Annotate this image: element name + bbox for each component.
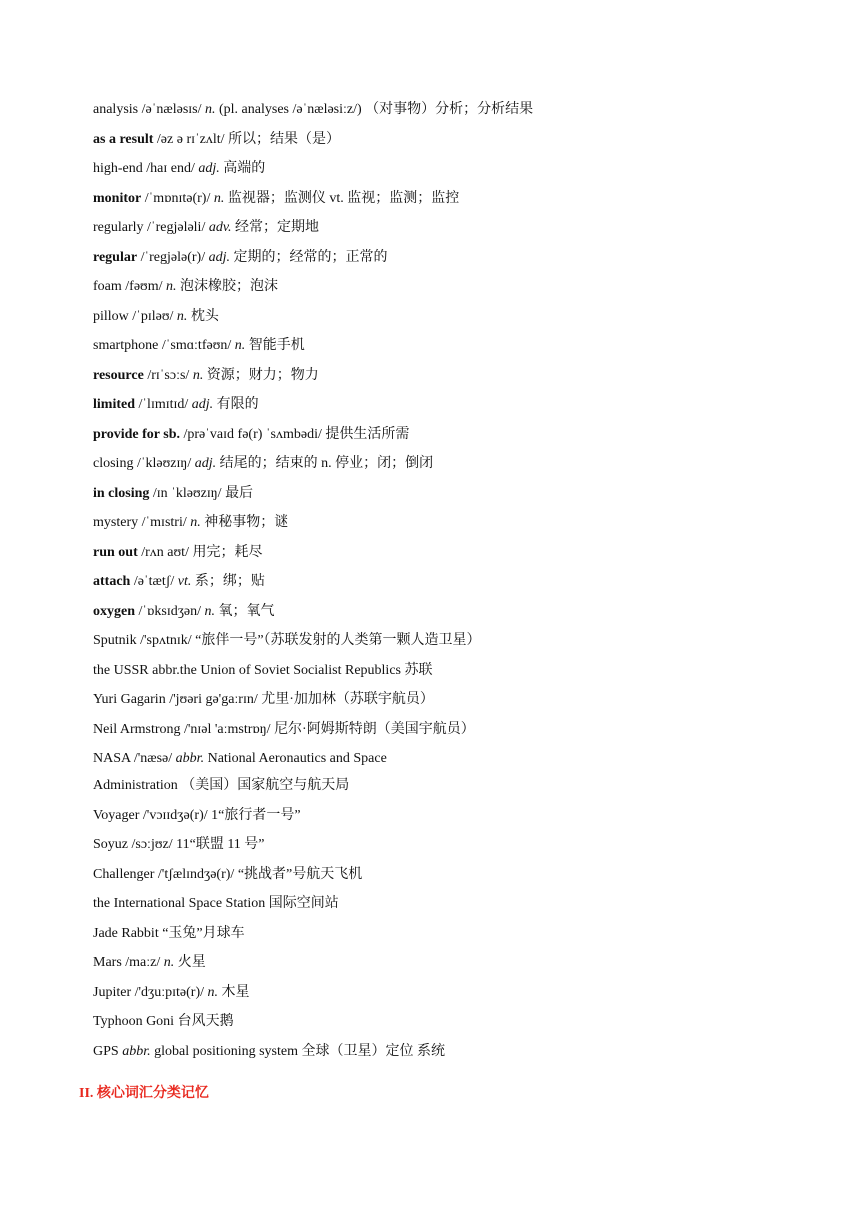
- phonetic: /ˈɒksɪdʒən/: [135, 603, 205, 619]
- headword: GPS: [93, 1043, 119, 1059]
- meaning: (pl. analyses /əˈnæləsiːz/) （对事物）分析；分析结果: [215, 102, 534, 117]
- phonetic: /ˈmɪstri/: [138, 515, 191, 530]
- meaning: 提供生活所需: [325, 426, 410, 442]
- vocab-entry: [93, 514, 813, 532]
- meaning: 用完；耗尽: [192, 544, 263, 560]
- headword: in closing: [93, 485, 150, 501]
- part-of-speech: adj.: [194, 456, 217, 471]
- vocab-entry: [93, 396, 813, 414]
- headword: oxygen: [93, 603, 135, 619]
- vocab-entry: [93, 219, 813, 237]
- phonetic: /əˈtætʃ/: [130, 574, 178, 589]
- headword: Yuri Gagarin: [93, 692, 166, 707]
- part-of-speech: n.: [204, 603, 216, 619]
- phonetic: /ˈmɒnɪtə(r)/: [141, 190, 214, 206]
- phonetic: /ˈregjələli/: [143, 220, 209, 235]
- phonetic: /ˈlɪmɪtɪd/: [135, 397, 192, 412]
- vocab-entry: [93, 603, 813, 621]
- vocab-entry: [93, 954, 813, 972]
- vocab-entry: [93, 1013, 813, 1031]
- vocab-entry: [93, 131, 813, 149]
- headword: limited: [93, 397, 135, 412]
- headword: the USSR: [93, 662, 149, 678]
- meaning: 定期的；经常的；正常的: [229, 249, 388, 265]
- headword: attach: [93, 574, 131, 589]
- part-of-speech: adj.: [208, 249, 230, 265]
- meaning: 氧；氧气: [215, 603, 275, 619]
- phonetic: /maːz/: [121, 955, 164, 970]
- phonetic: /fəʊm/: [121, 279, 166, 294]
- phonetic: /əˈnæləsɪs/: [138, 102, 205, 117]
- headword: Neil Armstrong: [93, 721, 181, 737]
- headword: run out: [93, 544, 138, 560]
- meaning: “挑战者”号航天飞机: [237, 866, 363, 882]
- phonetic: /sɔːjʊz/: [128, 837, 177, 852]
- meaning: 11“联盟 11 号”: [176, 837, 265, 852]
- vocab-entry: [93, 337, 813, 355]
- meaning: 枕头: [187, 308, 219, 324]
- meaning: 木星: [218, 984, 250, 1000]
- headword: smartphone: [93, 338, 159, 353]
- phonetic: /ɪn ˈkləʊzɪŋ/: [149, 485, 226, 501]
- part-of-speech: n.: [190, 515, 201, 530]
- phonetic: /'tʃælɪndʒə(r)/: [154, 866, 238, 882]
- meaning: 资源；财力；物力: [203, 367, 319, 383]
- meaning: 台风天鹅: [177, 1014, 234, 1029]
- part-of-speech: n.: [163, 955, 175, 970]
- section-heading: II. 核心词汇分类记忆: [79, 1086, 209, 1101]
- part-of-speech: abbr.: [122, 1043, 151, 1059]
- phonetic: /'vɔɪɪdʒə(r)/: [139, 807, 212, 823]
- headword: Voyager: [93, 807, 140, 823]
- vocab-entry: [93, 662, 813, 680]
- vocab-entry: [93, 750, 813, 768]
- headword: the International Space Station: [93, 896, 266, 911]
- meaning: 1“旅行者一号”: [211, 807, 301, 823]
- part-of-speech: n.: [192, 367, 204, 383]
- headword: Mars: [93, 955, 122, 970]
- vocab-entry: [93, 925, 813, 943]
- headword: resource: [93, 367, 144, 383]
- meaning: 结尾的；结束的 n. 停业；闭；倒闭: [216, 456, 434, 471]
- vocab-entry: [93, 691, 813, 709]
- headword: Typhoon Goni: [93, 1014, 175, 1029]
- headword: analysis: [93, 102, 139, 117]
- headword: foam: [93, 279, 122, 294]
- phonetic: /'jʊəri gə'gaːrɪn/: [165, 692, 262, 707]
- meaning: 经常；定期地: [231, 220, 320, 235]
- meaning: 最后: [225, 485, 254, 501]
- vocab-entry: [93, 632, 813, 650]
- vocabulary-list: [93, 101, 813, 1072]
- vocab-entry: [93, 278, 813, 296]
- headword: pillow: [93, 308, 129, 324]
- meaning: global positioning system 全球（卫星）定位 系统: [150, 1043, 445, 1059]
- vocab-entry: [93, 984, 813, 1002]
- phonetic: /rʌn aʊt/: [137, 544, 193, 560]
- vocab-entry: [93, 544, 813, 562]
- headword: Challenger: [93, 866, 155, 882]
- phonetic: /'nɪəl 'aːmstrɒŋ/: [180, 721, 275, 737]
- part-of-speech: n.: [176, 308, 188, 324]
- meaning: 神秘事物；谜: [200, 515, 289, 530]
- headword: NASA: [93, 751, 131, 766]
- vocab-entry: [93, 1043, 813, 1061]
- phonetic: /haɪ end/: [142, 161, 199, 176]
- headword: Jade Rabbit: [93, 925, 159, 941]
- vocab-entry: [93, 249, 813, 267]
- phonetic: /ˈsmɑːtfəʊn/: [158, 338, 235, 353]
- meaning: 有限的: [213, 397, 259, 412]
- headword: closing: [93, 456, 134, 471]
- headword: Sputnik: [93, 633, 137, 648]
- phonetic: /'spʌtnɪk/: [136, 633, 196, 648]
- meaning: 所以；结果（是）: [228, 131, 341, 147]
- meaning: 尼尔·阿姆斯特朗（美国宇航员）: [274, 721, 475, 737]
- vocab-entry: [93, 485, 813, 503]
- phonetic: /prəˈvaɪd fə(r) ˈsʌmbədi/: [180, 426, 326, 442]
- part-of-speech: n.: [207, 984, 218, 1000]
- vocab-entry: [93, 721, 813, 739]
- vocab-entry: [93, 455, 813, 473]
- part-of-speech: n.: [213, 190, 225, 206]
- vocab-entry: [93, 895, 813, 913]
- phonetic: /ˈpɪləʊ/: [128, 308, 177, 324]
- meaning: “玉兔”月球车: [162, 925, 245, 941]
- phonetic: /ˈkləʊzɪŋ/: [133, 456, 195, 471]
- vocab-entry: [93, 426, 813, 444]
- vocab-entry: [93, 866, 813, 884]
- headword: high-end: [93, 161, 143, 176]
- meaning: 泡沫橡胶；泡沫: [176, 279, 278, 294]
- headword: provide for sb.: [93, 426, 180, 442]
- phonetic: /'næsə/: [130, 751, 176, 766]
- meaning: 系；绑；贴: [191, 574, 265, 589]
- meaning: 尤里·加加林（苏联宇航员）: [261, 692, 434, 707]
- part-of-speech: n.: [234, 338, 246, 353]
- headword: mystery: [93, 515, 139, 530]
- headword: Jupiter: [93, 984, 132, 1000]
- part-of-speech: adj.: [198, 161, 220, 176]
- meaning: （美国）国家航空与航天局: [177, 778, 350, 793]
- meaning: 国际空间站: [268, 896, 339, 911]
- meaning: 智能手机: [245, 338, 305, 353]
- part-of-speech: adj.: [191, 397, 214, 412]
- vocab-entry: [93, 308, 813, 326]
- headword: Soyuz: [93, 837, 128, 852]
- part-of-speech: adv.: [208, 220, 232, 235]
- phonetic: /ˈregjələ(r)/: [137, 249, 209, 265]
- vocab-entry: [93, 807, 813, 825]
- headword: Administration: [93, 778, 178, 793]
- vocab-entry: [93, 836, 813, 854]
- vocab-entry: [93, 160, 813, 178]
- meaning: 火星: [174, 955, 206, 970]
- phonetic: /rɪˈsɔːs/: [143, 367, 193, 383]
- vocab-entry: [93, 101, 813, 119]
- vocab-entry: [93, 190, 813, 208]
- headword: regularly: [93, 220, 144, 235]
- headword: regular: [93, 249, 138, 265]
- part-of-speech: abbr.: [175, 751, 205, 766]
- part-of-speech: n.: [205, 102, 216, 117]
- part-of-speech: n.: [166, 279, 177, 294]
- meaning: abbr.the Union of Soviet Socialist Republics 苏联: [152, 662, 433, 678]
- vocab-entry: [93, 573, 813, 591]
- headword: as a result: [93, 131, 154, 147]
- meaning: “旅伴一号”（苏联发射的人类第一颗人造卫星）: [195, 633, 481, 648]
- vocab-entry: [93, 367, 813, 385]
- meaning: 高端的: [219, 161, 266, 176]
- meaning: National Aeronautics and Space: [204, 751, 387, 766]
- headword: monitor: [93, 190, 142, 206]
- phonetic: /əz ə rɪˈzʌlt/: [153, 131, 229, 147]
- vocab-entry: [93, 777, 813, 795]
- phonetic: /'dʒuːpɪtə(r)/: [131, 984, 208, 1000]
- part-of-speech: vt.: [177, 574, 192, 589]
- meaning: 监视器；监测仪 vt. 监视；监测；监控: [224, 190, 460, 206]
